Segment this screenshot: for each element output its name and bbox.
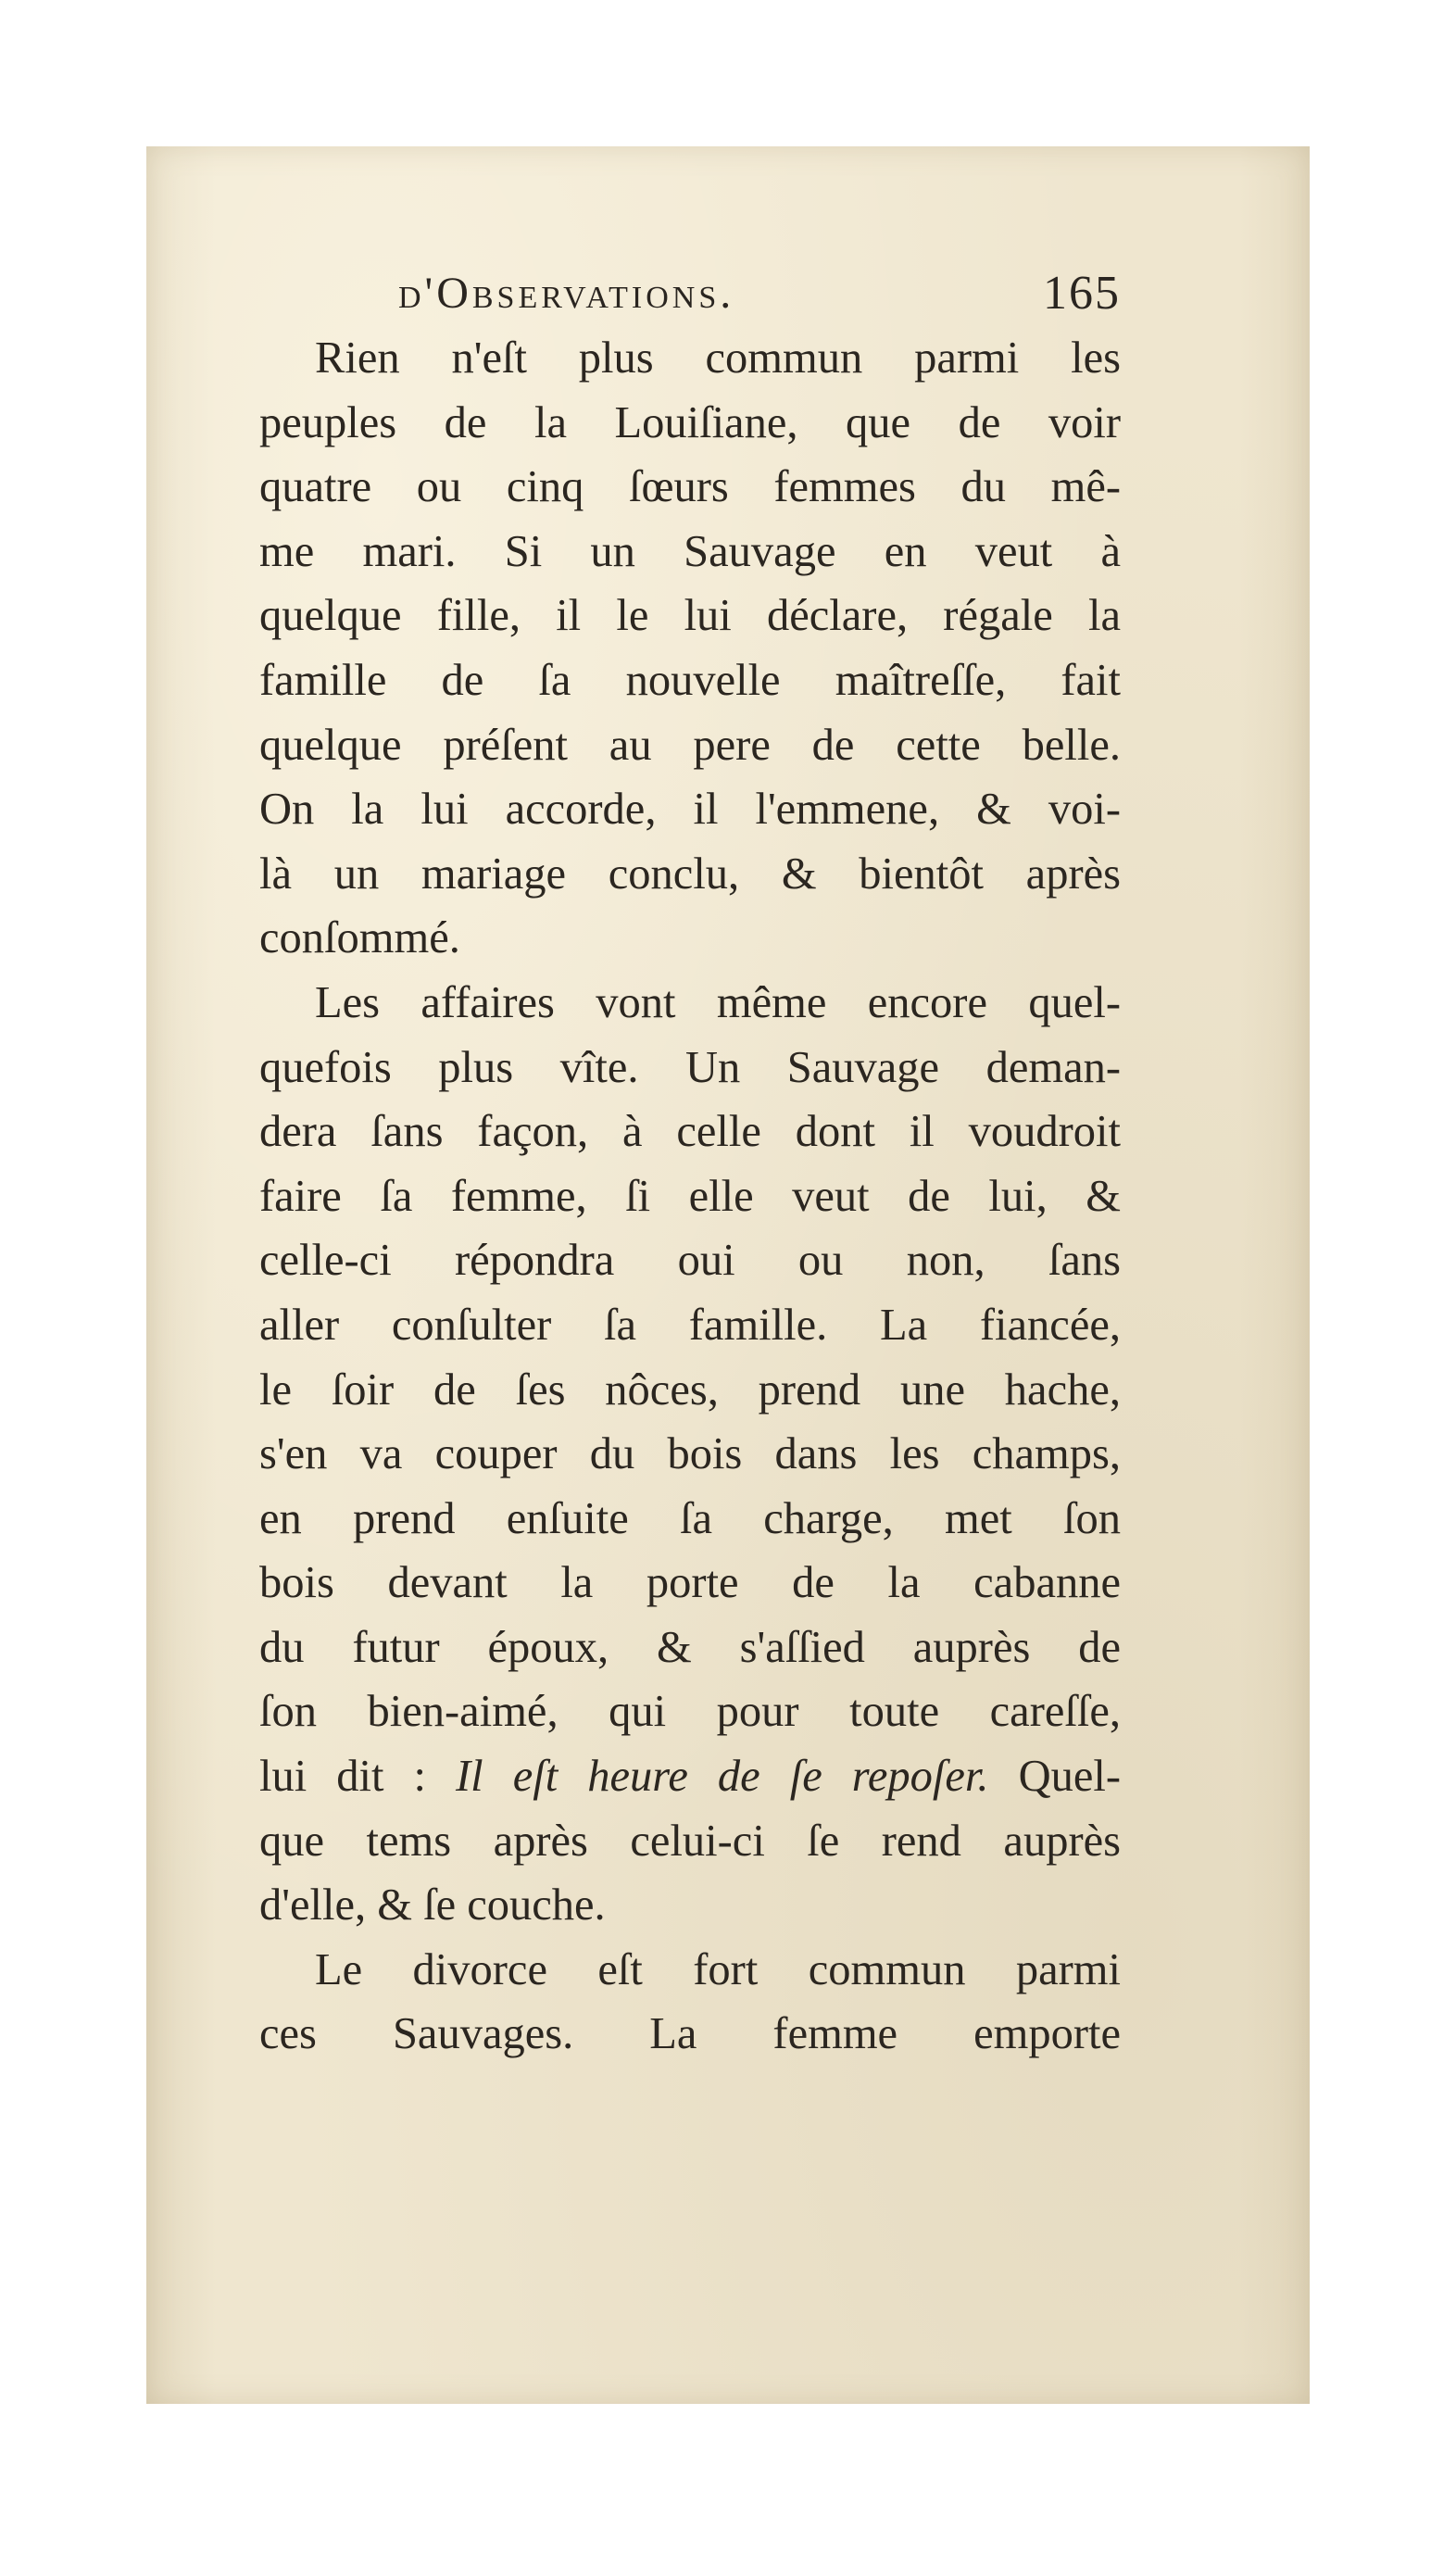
running-head <box>398 261 1121 326</box>
text-line: bois devant la porte de la cabanne <box>259 1558 1121 1608</box>
text-line: quefois plus vîte. Un Sauvage deman- <box>259 1042 1121 1092</box>
text-line: quelque fille, il le lui déclare, régale la <box>259 591 1121 641</box>
text-line: conſommé. <box>259 913 460 963</box>
text-line: que tems après celui-ci ſe rend auprès <box>259 1816 1121 1866</box>
text-line: aller conſulter ſa famille. La fiancée, <box>259 1300 1121 1350</box>
text-line: famille de ſa nouvelle maîtreſſe, fait <box>259 655 1121 705</box>
italic-quote: Il eſt heure de ſe repoſer. <box>456 1752 989 1802</box>
text-line: Les affaires vont même encore quel- <box>315 977 1121 1027</box>
text-line: d'elle, & ſe couche. <box>259 1880 606 1930</box>
text-line: ſon bien-aimé, qui pour toute careſſe, <box>259 1687 1121 1737</box>
text-segment: lui dit : <box>259 1752 457 1802</box>
text-line: s'en va couper du bois dans les champs, <box>259 1429 1121 1479</box>
text-line: Rien n'eſt plus commun parmi les <box>315 333 1121 383</box>
text-line: On la lui accorde, il l'emmene, & voi- <box>259 785 1121 835</box>
text-line: Le divorce eſt fort commun parmi <box>315 1944 1121 1994</box>
text-line: peuples de la Louiſiane, que de voir <box>259 397 1121 447</box>
page-number: 165 <box>1043 267 1121 320</box>
text-line: dera ſans façon, à celle dont il voudroit <box>259 1107 1121 1157</box>
text-line: quelque préſent au pere de cette belle. <box>259 720 1121 770</box>
text-line: du futur époux, & s'aſſied auprès de <box>259 1622 1121 1672</box>
text-line: celle-ci répondra oui ou non, ſans <box>259 1236 1121 1286</box>
text-line-with-italic <box>259 1744 1121 1809</box>
text-line: ces Sauvages. La femme emporte <box>259 2009 1121 2059</box>
text-line: le ſoir de ſes nôces, prend une hache, <box>259 1365 1121 1415</box>
text-line: quatre ou cinq ſœurs femmes du mê- <box>259 462 1121 512</box>
running-title: d'Observations. <box>398 269 735 318</box>
body-text <box>259 326 1121 2067</box>
text-line: là un mariage conclu, & bientôt après <box>259 849 1121 899</box>
text-line: faire ſa femme, ſi elle veut de lui, & <box>259 1171 1121 1221</box>
text-segment: Quel- <box>988 1752 1122 1802</box>
text-line: en prend enſuite ſa charge, met ſon <box>259 1493 1121 1543</box>
text-line: me mari. Si un Sauvage en veut à <box>259 526 1121 576</box>
